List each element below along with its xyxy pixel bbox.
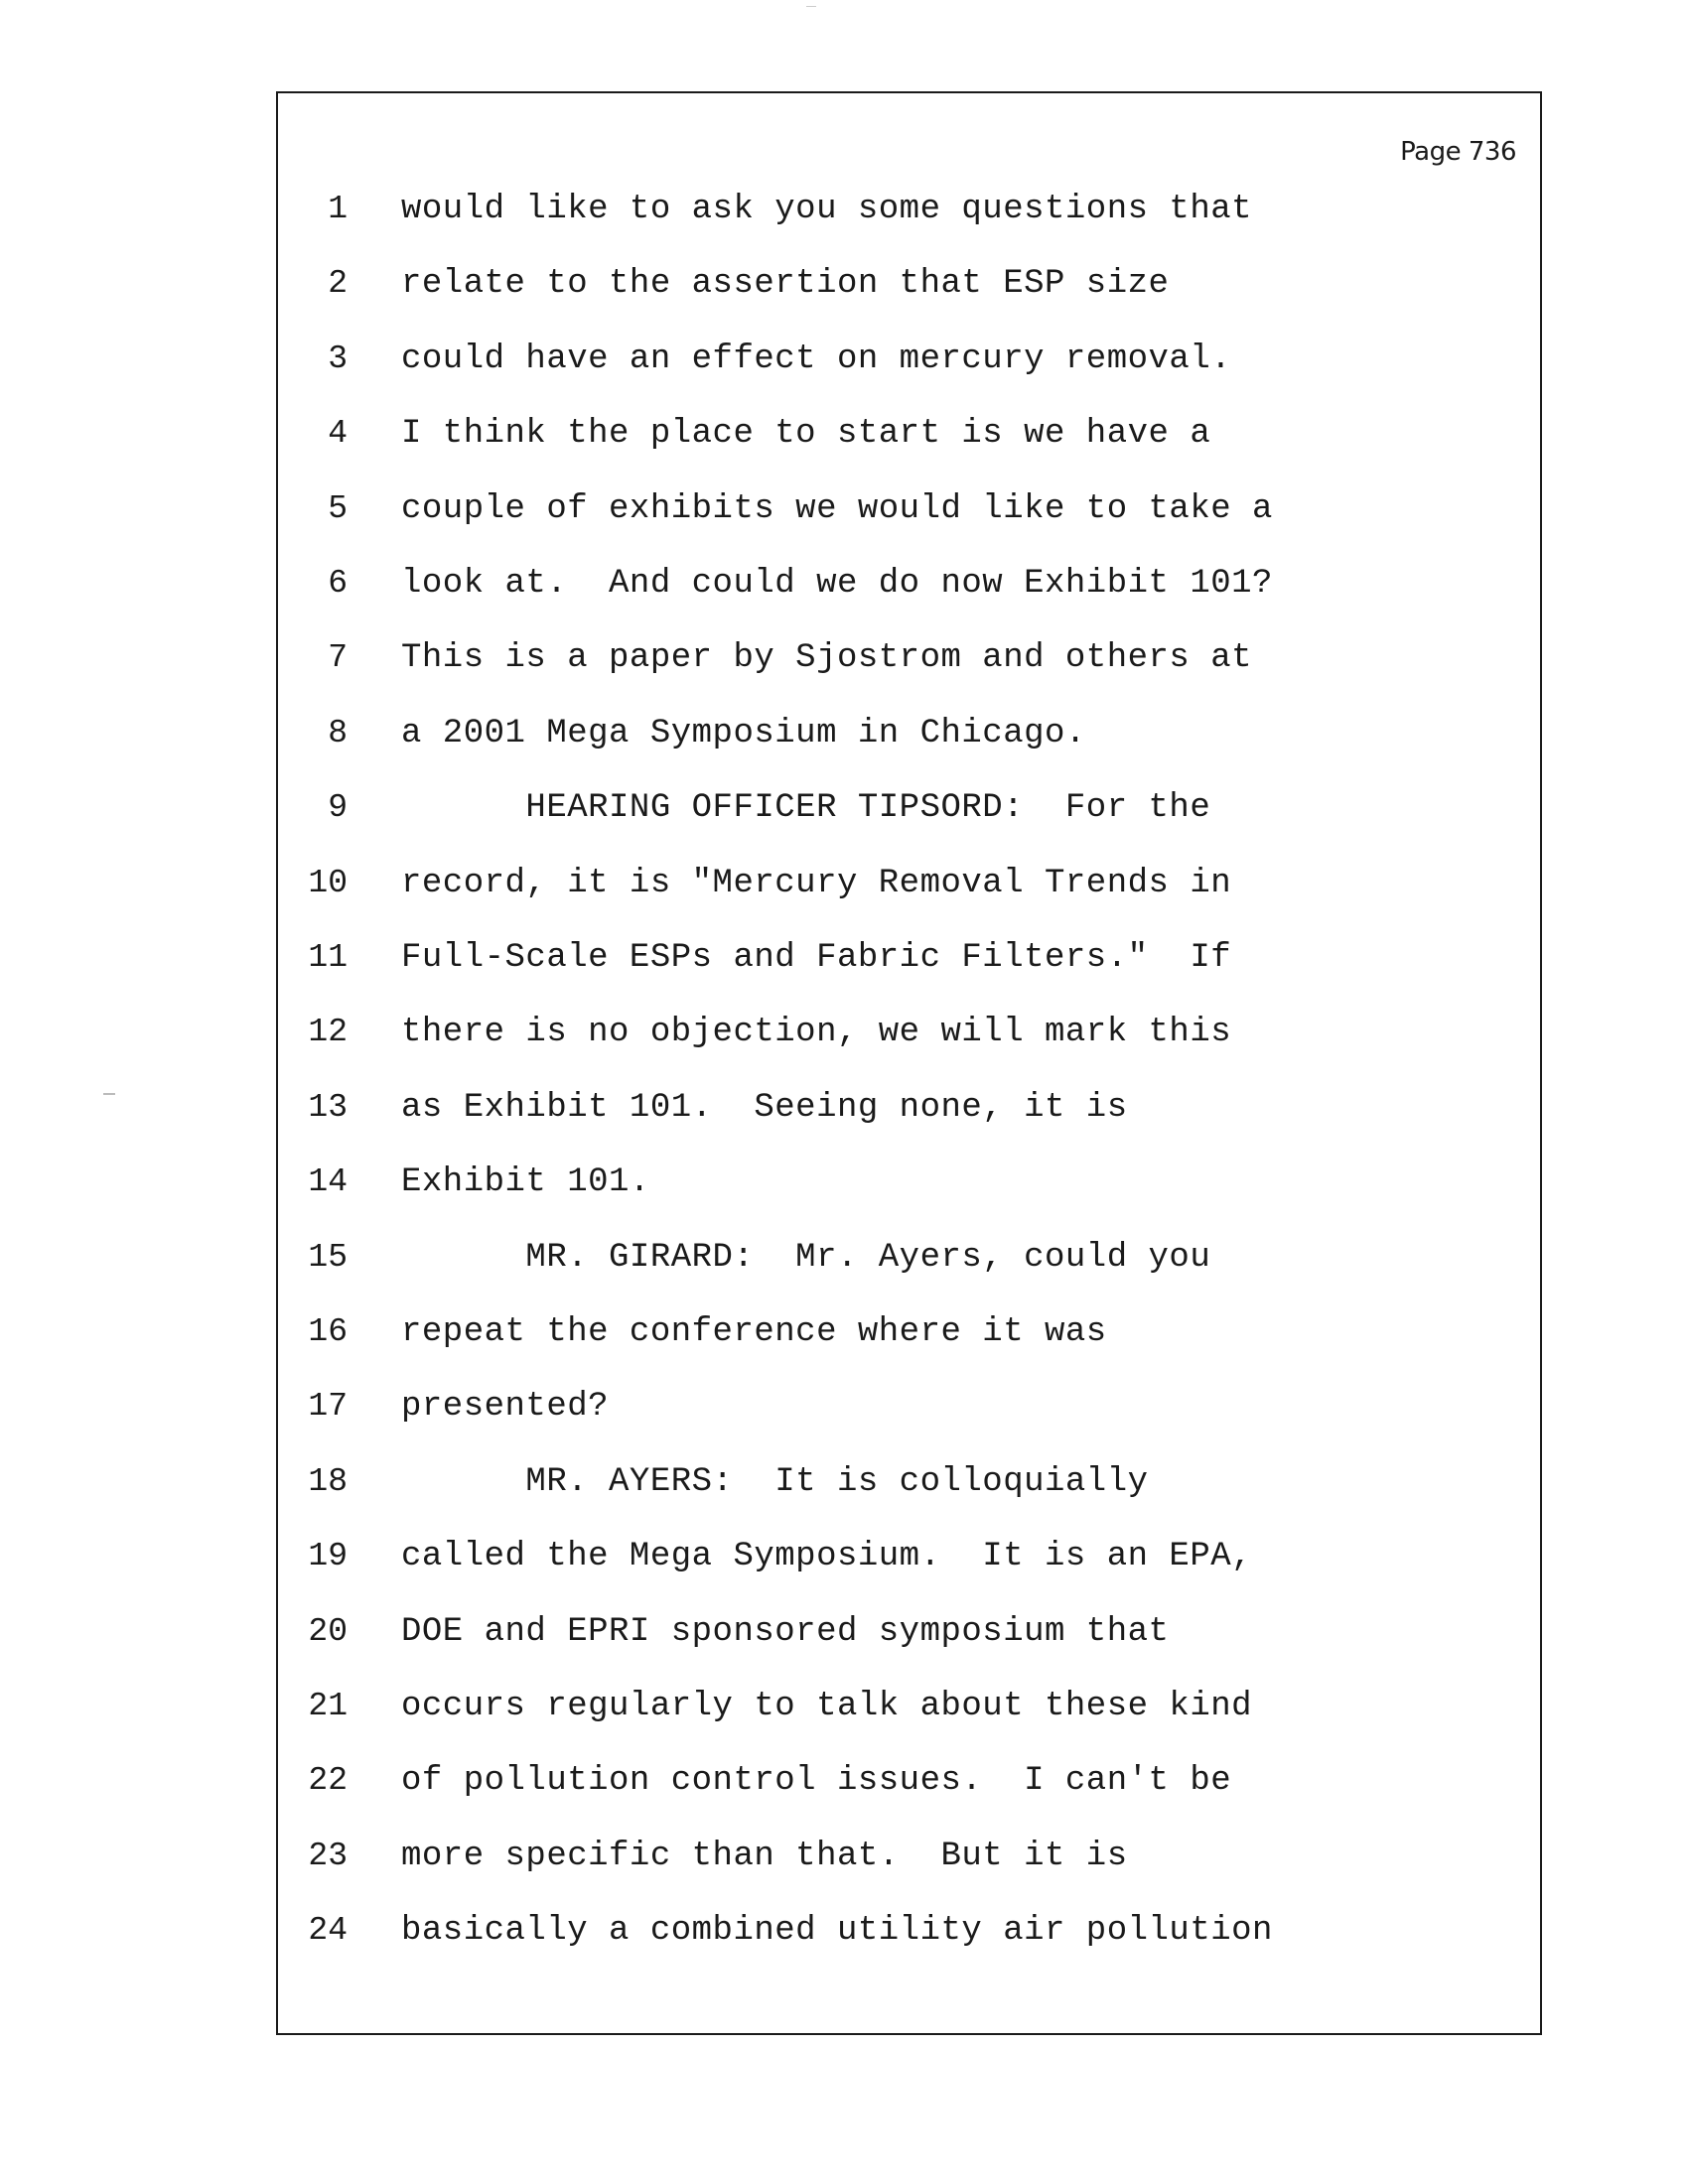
line-number: 8 — [328, 714, 348, 751]
line-number: 17 — [308, 1388, 348, 1426]
line-number: 5 — [328, 489, 348, 527]
line-text: occurs regularly to talk about these kind — [401, 1688, 1253, 1725]
transcript-line — [278, 1008, 1540, 1057]
transcript-line — [278, 1906, 1540, 1956]
line-number: 11 — [308, 939, 348, 976]
transcript-line — [278, 709, 1540, 758]
line-text: look at. And could we do now Exhibit 101? — [401, 565, 1273, 603]
transcript-line — [278, 409, 1540, 459]
transcript-line — [278, 484, 1540, 534]
line-text: DOE and EPRI sponsored symposium that — [401, 1612, 1170, 1651]
line-number: 13 — [308, 1088, 348, 1126]
transcript-line — [278, 1083, 1540, 1133]
transcript-line — [278, 783, 1540, 833]
line-number: 23 — [308, 1837, 348, 1874]
transcript-line — [278, 859, 1540, 908]
transcript-line — [278, 633, 1540, 683]
transcript-line — [278, 1832, 1540, 1881]
line-text: basically a combined utility air pollution — [401, 1912, 1273, 1951]
line-text: would like to ask you some questions that — [401, 191, 1253, 228]
transcript-line — [278, 1756, 1540, 1806]
transcript-line — [278, 1307, 1540, 1357]
line-number: 19 — [308, 1538, 348, 1575]
line-text: of pollution control issues. I can't be — [401, 1762, 1232, 1801]
line-number: 21 — [308, 1688, 348, 1724]
transcript-line — [278, 259, 1540, 309]
line-text: called the Mega Symposium. It is an EPA, — [401, 1538, 1253, 1576]
line-text: a 2001 Mega Symposium in Chicago. — [401, 714, 1086, 752]
transcript-line — [278, 1382, 1540, 1432]
line-text: could have an effect on mercury removal. — [401, 340, 1232, 378]
line-text: MR. GIRARD: Mr. Ayers, could you — [401, 1238, 1211, 1277]
line-number: 7 — [328, 639, 348, 677]
line-text: repeat the conference where it was — [401, 1313, 1107, 1351]
line-text: presented? — [401, 1388, 610, 1427]
line-number: 6 — [328, 565, 348, 602]
line-text: record, it is "Mercury Removal Trends in — [401, 864, 1232, 902]
transcript-line — [278, 335, 1540, 384]
line-number: 24 — [308, 1912, 348, 1950]
line-text: I think the place to start is we have a — [401, 415, 1211, 454]
line-text: more specific than that. But it is — [401, 1837, 1128, 1875]
line-text: there is no objection, we will mark this — [401, 1014, 1232, 1052]
line-text: relate to the assertion that ESP size — [401, 265, 1170, 304]
transcript-line — [278, 1158, 1540, 1207]
page-number-label: Page 736 — [1400, 137, 1516, 167]
transcript-line — [278, 933, 1540, 983]
line-number: 14 — [308, 1163, 348, 1201]
line-number: 10 — [308, 864, 348, 901]
transcript-line — [278, 1532, 1540, 1581]
line-number: 3 — [328, 340, 348, 377]
line-number: 1 — [328, 191, 348, 227]
scan-mark — [806, 6, 816, 7]
transcript-line — [278, 185, 1540, 234]
transcript-page-frame — [276, 91, 1542, 2035]
line-number: 18 — [308, 1462, 348, 1500]
transcript-line — [278, 1457, 1540, 1507]
line-number: 2 — [328, 265, 348, 303]
line-number: 20 — [308, 1612, 348, 1650]
line-number: 16 — [308, 1313, 348, 1350]
line-number: 15 — [308, 1238, 348, 1276]
line-text: Exhibit 101. — [401, 1163, 650, 1202]
transcript-line — [278, 1607, 1540, 1657]
line-text: Full-Scale ESPs and Fabric Filters." If — [401, 939, 1232, 977]
transcript-line — [278, 559, 1540, 609]
line-text: couple of exhibits we would like to take a — [401, 489, 1273, 528]
line-text: This is a paper by Sjostrom and others at — [401, 639, 1253, 678]
scan-mark — [103, 1093, 115, 1095]
line-number: 9 — [328, 789, 348, 827]
line-text: MR. AYERS: It is colloquially — [401, 1462, 1149, 1501]
line-number: 22 — [308, 1762, 348, 1800]
transcript-line — [278, 1233, 1540, 1283]
transcript-line — [278, 1682, 1540, 1731]
line-text: HEARING OFFICER TIPSORD: For the — [401, 789, 1211, 828]
line-number: 4 — [328, 415, 348, 453]
line-number: 12 — [308, 1014, 348, 1051]
line-text: as Exhibit 101. Seeing none, it is — [401, 1088, 1128, 1127]
